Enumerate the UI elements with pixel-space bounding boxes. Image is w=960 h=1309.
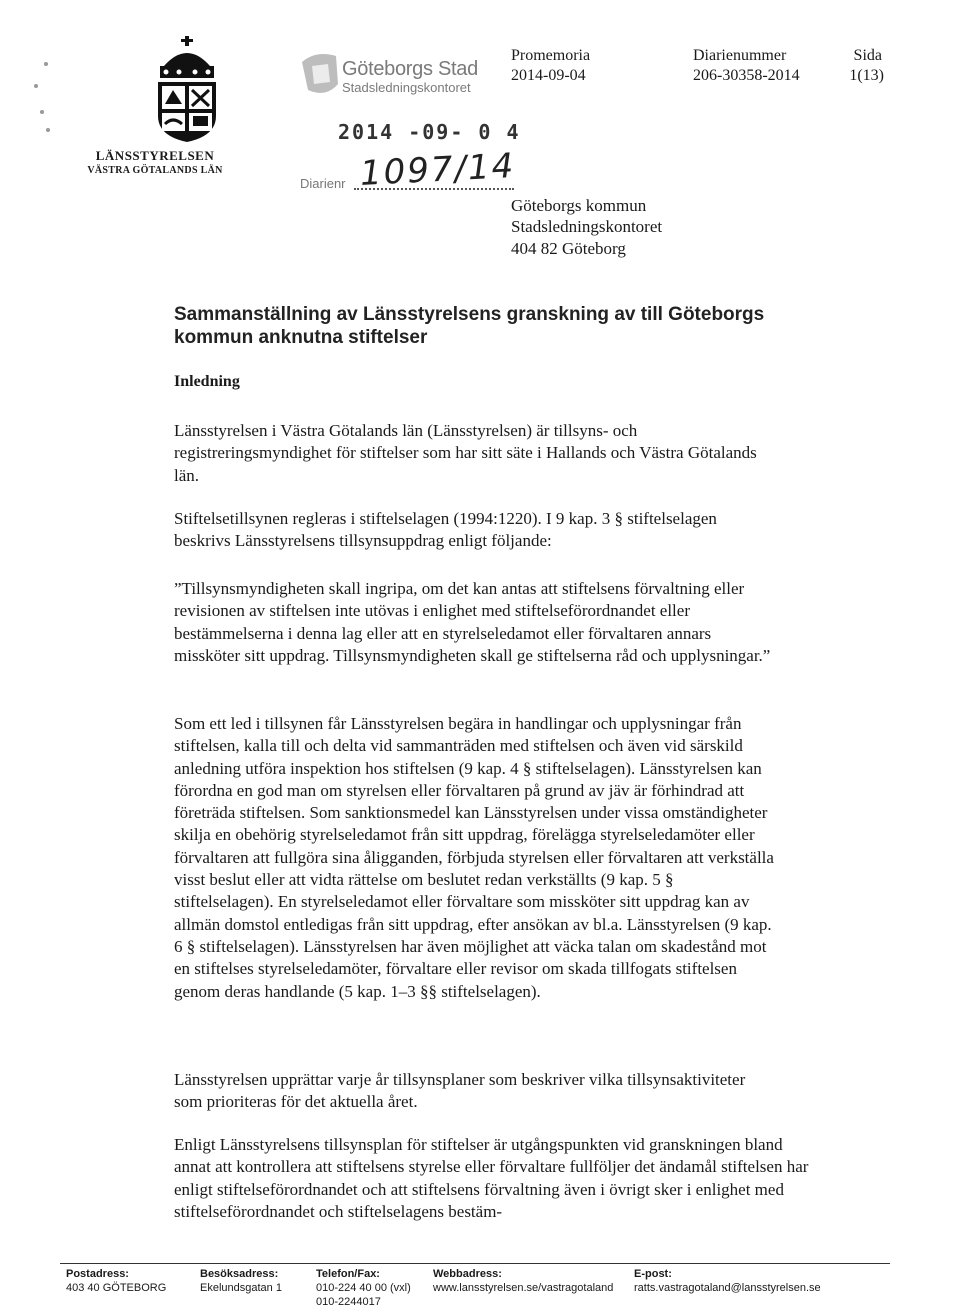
footer-email-link[interactable]: ratts.vastragotaland@lansstyrelsen.se xyxy=(634,1282,821,1294)
stamp-handwritten-number: 1097/14 xyxy=(359,145,517,195)
body-paragraph: Enligt Länsstyrelsens tillsynsplan för stiftelser är utgångspunkten vid granskningen bland annat att kontrollera att stiftelsens styrelse eller förvaltare fullföljer det ändamål stiftelsen har enligt stiftelseförordnandet och att stiftelsens förvaltning även i övrigt sker i enlighet med stiftelseförordnandet och stiftelselagens bestäm- xyxy=(174,1135,809,1221)
footer-email xyxy=(634,1267,821,1295)
footer-web xyxy=(433,1267,613,1295)
quoted-paragraph: ”Tillsynsmyndigheten skall ingripa, om det kan antas att stiftelsens förvaltning eller revisionen av stiftelsen inte utövas i enlighet med stiftelseförordnandet eller bestämmelserna i denna lag eller att en styrelseledamot eller förvaltaren annars missköter sitt uppdrag. Tillsynsmyndigheten skall ge stiftelserna råd och upplysningar.” xyxy=(174,579,771,665)
scan-mark xyxy=(44,62,48,66)
footer-label: Besöksadress: xyxy=(200,1268,279,1280)
footer-value: 403 40 GÖTEBORG xyxy=(66,1282,167,1294)
scan-mark xyxy=(40,110,44,114)
footer-value: 010-224 40 00 (vxl) xyxy=(316,1282,411,1294)
org-county: VÄSTRA GÖTALANDS LÄN xyxy=(87,165,223,176)
recipient-line: Göteborgs kommun xyxy=(511,196,647,215)
footer-value: 010-2244017 xyxy=(316,1296,381,1308)
body-paragraph: Länsstyrelsen upprättar varje år tillsynsplaner som beskriver vilka tillsynsaktiviteter som prioriteras för det aktuella året. xyxy=(174,1070,746,1112)
footer-postal xyxy=(66,1267,166,1295)
recipient-line: Stadsledningskontoret xyxy=(511,217,663,236)
footer-label: Webbadress: xyxy=(433,1268,502,1280)
body-paragraph: Som ett led i tillsynen får Länsstyrelsen begära in handlingar och upplysningar från stiftelsen, kalla till och delta vid sammanträden med stiftelsen och även vid särskild anledning utföra inspektion hos stiftelsen (9 kap. 4 § stiftelselagen). Länsstyrelsen kan förordna en god man om styrelsen eller förvaltaren på grund av jäv är förhindrad att företräda stiftelsen. Som sanktionsmedel kan Länsstyrelsen under vissa omständigheter skilja en obehörig styrelseledamot från sitt uppdrag, förelägga styrelseledamöter eller förvaltaren att fullgöra sina åligganden, förbjuda styrelsen eller förvaltaren att verkställa visst beslut eller att vidta rättelse om beslutet redan verkställts (9 kap. 5 § stiftelselagen). En styrelseledamot eller förvaltare som missköter sitt uppdrag kan av allmän domstol entledigas från sitt uppdrag, efter ansökan av bl.a. Länsstyrelsen (9 kap. 6 § stiftelselagen). Länsstyrelsen har även möjlighet att väcka talan om skadestånd mot en stiftelses styrelseledamöter, förvaltare eller revisor om skada tillfogats stiftelsen genom deras handlande (5 kap. 1–3 §§ stiftelselagen). xyxy=(174,714,774,1001)
stamp-office: Stadsledningskontoret xyxy=(342,80,471,95)
recipient-line: 404 82 Göteborg xyxy=(511,239,626,258)
page-label: Sida xyxy=(853,47,882,64)
doc-type: Promemoria xyxy=(511,47,591,64)
footer-visit xyxy=(200,1267,282,1295)
scan-mark xyxy=(34,84,38,88)
page-number: 1(13) xyxy=(849,67,884,84)
body-paragraph: Stiftelsetillsynen regleras i stiftelselagen (1994:1220). I 9 kap. 3 § stiftelselagen beskrivs Länsstyrelsens tillsynsuppdrag enligt följande: xyxy=(174,509,717,551)
doc-date: 2014-09-04 xyxy=(511,67,586,84)
coat-of-arms-logo xyxy=(152,36,222,144)
diarie-label: Diarienummer xyxy=(693,47,787,64)
stamp-diarie-label: Diarienr xyxy=(300,176,346,191)
footer-label: Postadress: xyxy=(66,1268,129,1280)
footer-divider xyxy=(60,1263,890,1264)
footer-web-link[interactable]: www.lansstyrelsen.se/vastragotaland xyxy=(433,1282,614,1294)
section-heading: Inledning xyxy=(174,373,240,390)
body-paragraph: Länsstyrelsen i Västra Götalands län (Länsstyrelsen) är tillsyns- och registreringsmyndighet för stiftelser som har sitt säte i Hallands och Västra Götalands län. xyxy=(174,421,757,485)
stamp-date: 2014 -09- 0 4 xyxy=(338,120,521,144)
footer-label: Telefon/Fax: xyxy=(316,1268,380,1280)
org-name: LÄNSSTYRELSEN xyxy=(95,148,215,163)
footer-value: Ekelundsgatan 1 xyxy=(200,1282,282,1294)
footer-phone xyxy=(316,1267,411,1309)
footer-label: E-post: xyxy=(634,1268,672,1280)
diarie-number: 206-30358-2014 xyxy=(693,67,800,84)
stamp-city: Göteborgs Stad xyxy=(342,58,478,80)
document-title: Sammanställning av Länsstyrelsens granskning av till Göteborgs kommun anknutna stiftelser xyxy=(174,304,765,348)
scan-mark xyxy=(46,128,50,132)
